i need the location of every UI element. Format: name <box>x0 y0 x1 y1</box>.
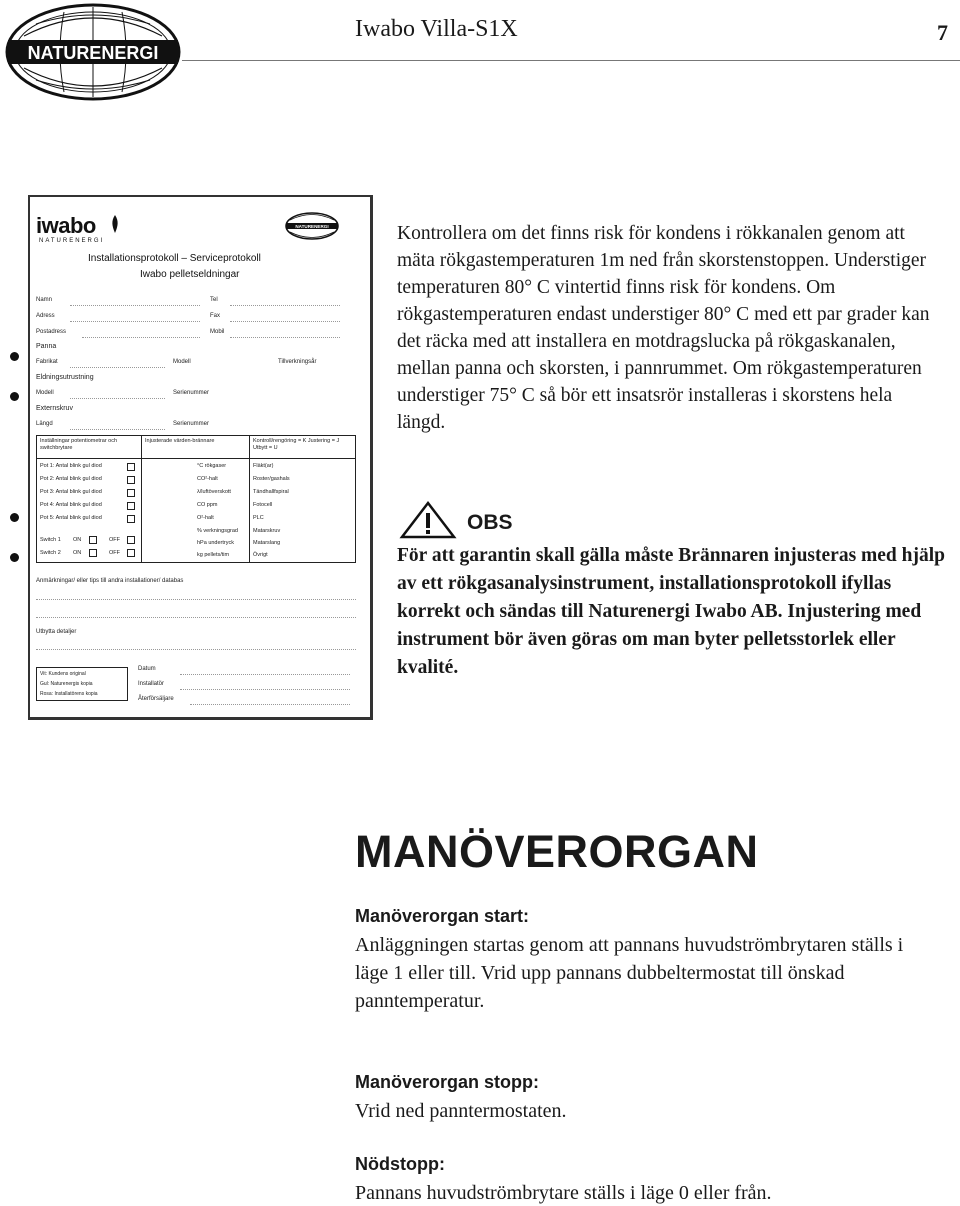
form-replaced-parts-label: Utbytta detaljer <box>36 629 77 635</box>
form-field-fabrikat: Fabrikat <box>36 359 58 365</box>
page-number: 7 <box>937 20 948 45</box>
check-row-8: Övrigt <box>253 552 268 558</box>
document-title: Iwabo Villa-S1X <box>355 16 518 42</box>
form-field-serienummer: Serienummer <box>173 390 210 396</box>
copy-pink: Rosa: Installatörens kopia <box>40 691 98 697</box>
check-row-1: Fläkt(ar) <box>253 463 274 469</box>
check-row-6: Matarskruv <box>253 528 281 534</box>
naturenergi-logo <box>4 2 182 102</box>
mini-naturenergi-logo <box>284 211 340 241</box>
iwabo-brand: iwabo <box>36 213 96 238</box>
burner-row-7: hPa undertryck <box>197 540 234 546</box>
pot-row-4: Pot 4: Antal blink gul diod <box>40 502 102 508</box>
condensation-paragraph: Kontrollera om det finns risk för kondens i rökkanalen genom att mäta rökgastemperaturen 1m ned från skorstenstoppen. Understiger temperaturen 80° C vintertid finns risk för kondens. Om rökgastemperaturen endast understiger 80° C med ett par grader kan det räcka med att installera en motdragslucka på rökgaskanalen, mellan panna och skorsten, i pannrummet. Om rökgastemperaturen understiger 75° C så bör ett insatsrör installeras i skorstens hela längd. <box>397 223 930 433</box>
form-field-langd: Längd <box>36 421 53 427</box>
warning-triangle-icon <box>398 500 458 540</box>
switch-1-on-label: ON <box>73 537 82 543</box>
start-text: Anläggningen startas genom att pannans huvudströmbrytaren ställs i läge 1 eller till. Vrid upp pannans dubbeltermostat till önskad panntemperatur. <box>355 934 904 1012</box>
burner-row-3: λ/luftöverskott <box>197 489 231 495</box>
copy-yellow: Gul: Naturenergis kopia <box>40 681 93 687</box>
check-row-7: Matarslang <box>253 540 281 546</box>
form-field-postadress: Postadress <box>36 329 67 335</box>
margin-bullet <box>10 513 19 522</box>
switch-2-on-label: ON <box>73 550 82 556</box>
iwabo-brand-sub: NATURENERGI <box>39 238 105 244</box>
switch-1-label: Switch 1 <box>40 537 61 543</box>
form-remarks-label: Anmärkningar/ eller tips till andra installationer/ databas <box>36 578 184 584</box>
check-row-4: Fotocell <box>253 502 273 508</box>
margin-bullet <box>10 553 19 562</box>
pot-row-3: Pot 3: Antal blink gul diod <box>40 489 102 495</box>
obs-label: OBS <box>467 511 513 534</box>
table-head-burner-values: Injusterade värden-brännare <box>145 438 215 444</box>
burner-row-8: kg pellets/tim <box>197 552 230 558</box>
stop-heading: Manöverorgan stopp: <box>355 1072 540 1092</box>
pot-row-5: Pot 5: Antal blink gul diod <box>40 515 102 521</box>
form-field-tel: Tel <box>210 297 218 303</box>
margin-bullet <box>10 392 19 401</box>
burner-row-4: CO ppm <box>197 502 218 508</box>
section-heading: MANÖVERORGAN <box>355 826 759 877</box>
sign-aterforsaljare: Återförsäljare <box>138 696 174 702</box>
sign-datum: Datum <box>138 666 156 672</box>
pot-row-1: Pot 1: Antal blink gul diod <box>40 463 102 469</box>
form-field-panna: Panna <box>36 343 57 350</box>
switch-2-label: Switch 2 <box>40 550 61 556</box>
form-field-serienummer-2: Serienummer <box>173 421 210 427</box>
start-heading: Manöverorgan start: <box>355 906 530 926</box>
switch-1-off-label: OFF <box>109 537 120 543</box>
form-field-eldningsutrustning: Eldningsutrustning <box>36 374 94 381</box>
obs-warning-text: För att garantin skall gälla måste Brännaren injusteras med hjälp av ett rökgasanalysinstrument, installationsprotokoll ifyllas korrekt och sändas till Naturenergi Iwabo AB. Injustering med instrument bör även göras om man byter pelletsstorlek eller kvalité. <box>397 545 945 678</box>
check-row-3: Tändhallfspiral <box>253 489 289 495</box>
burner-row-2: CO²-halt <box>197 476 218 482</box>
check-row-2: Roster/gashals <box>253 476 290 482</box>
form-title-line2: Iwabo pelletseldningar <box>140 269 240 280</box>
burner-row-1: °C rökgaser <box>197 463 227 469</box>
form-field-tillverkningsar: Tillverkningsår <box>278 359 317 365</box>
emergency-stop-text: Pannans huvudströmbrytare ställs i läge 0 eller från. <box>355 1182 772 1204</box>
flame-icon <box>110 214 120 234</box>
sign-installator: Installatör <box>138 681 165 687</box>
form-field-panna-modell: Modell <box>173 359 191 365</box>
copy-white: Vit: Kundens original <box>40 671 86 677</box>
margin-bullet <box>10 352 19 361</box>
stop-text: Vrid ned panntermostaten. <box>355 1100 567 1122</box>
table-head-potentiometers: Inställningar potentiometrar och switchbrytare <box>40 438 118 451</box>
form-field-namn: Namn <box>36 297 53 303</box>
emergency-stop-heading: Nödstopp: <box>355 1154 445 1174</box>
installation-protocol-form-image <box>28 195 373 720</box>
burner-row-6: % verkningsgrad <box>197 528 238 534</box>
form-field-mobil: Mobil <box>210 329 225 335</box>
check-row-5: PLC <box>253 515 264 521</box>
logo-text: NATURENERGI <box>27 43 159 63</box>
table-head-check-codes: Kontroll/rengöring = K Justering = J Utbytt = U <box>253 438 340 451</box>
form-field-fax: Fax <box>210 313 221 319</box>
mini-logo-text: NATURENERGI <box>295 224 329 229</box>
settings-table <box>36 435 356 563</box>
form-field-adress: Adress <box>36 313 55 319</box>
form-title-line1: Installationsprotokoll – Serviceprotokoll <box>88 253 261 264</box>
switch-2-off-label: OFF <box>109 550 120 556</box>
burner-row-5: O²-halt <box>197 515 214 521</box>
header-divider <box>182 60 960 61</box>
pot-row-2: Pot 2: Antal blink gul diod <box>40 476 102 482</box>
form-field-externskruv: Externskruv <box>36 405 73 412</box>
form-field-modell: Modell <box>36 390 54 396</box>
